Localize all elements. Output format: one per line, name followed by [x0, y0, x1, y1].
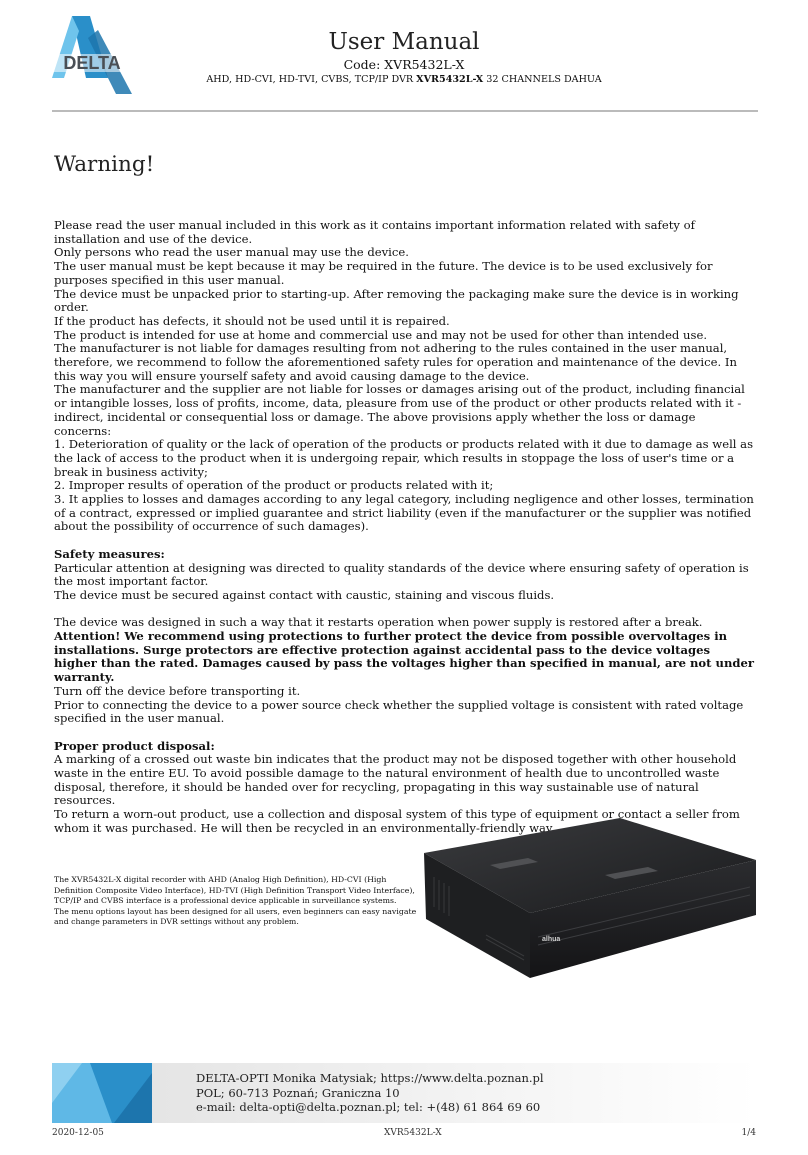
header-divider [52, 110, 758, 112]
delta-logo [52, 16, 132, 94]
document-subtitle [200, 73, 608, 87]
disposal-heading: Proper product disposal: [54, 738, 215, 753]
logo-text: DELTA [63, 53, 121, 73]
disposal-paragraph: To return a worn-out product, use a collection and disposal system of this type of equipment or contact a seller from whom it was purchased. He will then be recycled in an environmentally-friendly way. [54, 807, 740, 835]
footer-model: XVR5432L-X [384, 1128, 442, 1138]
subtitle-prefix: AHD, HD-CVI, HD-TVI, CVBS, TCP/IP DVR [206, 74, 417, 85]
footer-contact-text [196, 1071, 544, 1115]
warning-paragraph: The device must be unpacked prior to starting-up. After removing the packaging make sure the device is in working order. [54, 286, 739, 315]
document-title: User Manual [328, 29, 480, 55]
warning-heading: Warning! [54, 152, 155, 177]
product-description-paragraph: The menu options layout has been designed for all users, even beginners can easy navigate and change parameters in DVR settings without any problem. [54, 906, 417, 927]
document-code: Code: XVR5432L-X [343, 57, 465, 72]
document-header [200, 28, 608, 87]
product-description-paragraph: The XVR5432L-X digital recorder with AHD (Analog High Definition), HD-CVI (High Definition Composite Video Interface), HD-TVI (High Definition Transport Video Interface), TCP/IP and CVBS interface is a professional device applicable in surveillance systems. [54, 875, 415, 906]
product-description [54, 875, 420, 928]
safety-paragraph: Turn off the device before transporting it. [54, 683, 301, 698]
warning-paragraph: The user manual must be kept because it may be required in the future. The device is to be used exclusively for purposes specified in this user manual. [54, 259, 713, 287]
page-number: 1/4 [741, 1128, 756, 1138]
warning-paragraph: The manufacturer is not liable for damages resulting from not adhering to the rules contained in the user manual, therefore, we recommend to follow the aforementioned safety rules for operation and maintenance of the device. In this way you will ensure yourself safety and avoid causing damage to the device. [54, 341, 737, 383]
footer-contact-bar [52, 1063, 758, 1123]
warning-paragraph: 1. Deterioration of quality or the lack of operation of the products or products related with it due to damage as well as the lack of access to the product when it is undergoing repair, which results in stoppage the loss of user's time or a break in business activity; [54, 437, 754, 479]
warning-paragraph: Only persons who read the user manual may use the device. [54, 245, 409, 260]
subtitle-suffix: 32 CHANNELS DAHUA [483, 74, 602, 85]
warning-paragraph: The manufacturer and the supplier are not liable for losses or damages arising out of the product, including financial or intangible losses, loss of profits, income, data, pleasure from use of the product or other products related with it - indirect, incidental or consequential loss or damage. The above provisions apply whether the loss or damage concerns: [54, 382, 745, 438]
disposal-paragraph: A marking of a crossed out waste bin indicates that the product may not be disposed together with other household waste in the entire EU. To avoid possible damage to the natural environment of health due to uncontrolled waste disposal, therefore, it should be handed over for recycling, propagating in this way sustainable use of natural resources. [54, 752, 737, 808]
warning-paragraph: Please read the user manual included in this work as it contains important information related with safety of installation and use of the device. [54, 218, 695, 246]
warning-section [54, 219, 756, 836]
brand-mark: alhua [542, 936, 561, 943]
safety-paragraph: The device was designed in such a way that it restarts operation when power supply is restored after a break. [54, 615, 703, 630]
warning-paragraph: 3. It applies to losses and damages according to any legal category, including negligence and other losses, termination of a contract, expressed or implied guarantee and strict liability (even if the manufacturer or the supplier was notified about the possibility of occurrence of such damages). [54, 492, 754, 534]
safety-heading: Safety measures: [54, 546, 165, 561]
warning-paragraph: If the product has defects, it should not be used until it is repaired. [54, 313, 450, 328]
subtitle-model: XVR5432L-X [416, 74, 484, 85]
footer-logo [52, 1063, 152, 1123]
safety-paragraph: Prior to connecting the device to a power source check whether the supplied voltage is consistent with rated voltage specified in the user manual. [54, 697, 744, 726]
company-line: DELTA-OPTI Monika Matysiak; https://www.delta.poznan.pl [196, 1071, 544, 1085]
warning-paragraph: The product is intended for use at home and commercial use and may not be used for other than intended use. [54, 327, 708, 342]
warning-paragraph: 2. Improper results of operation of the product or products related with it; [54, 478, 494, 493]
safety-paragraph: The device must be secured against contact with caustic, staining and viscous fluids. [54, 587, 555, 602]
attention-notice: Attention! We recommend using protections to further protect the device from possible overvoltages in installations. Surge protectors are effective protection against accidental pass to the device voltages higher than the rated. Damages caused by pass the voltages higher than specified in manual, are not under warranty. [54, 629, 755, 685]
address-line: POL; 60-713 Poznań; Graniczna 10 [196, 1085, 400, 1100]
dvr-product-image [420, 815, 760, 980]
contact-line: e-mail: delta-opti@delta.poznan.pl; tel: +(48) 61 864 69 60 [196, 1100, 541, 1114]
safety-paragraph: Particular attention at designing was directed to quality standards of the device where ensuring safety of operation is the most important factor. [54, 560, 749, 589]
footer-date: 2020-12-05 [52, 1128, 104, 1138]
